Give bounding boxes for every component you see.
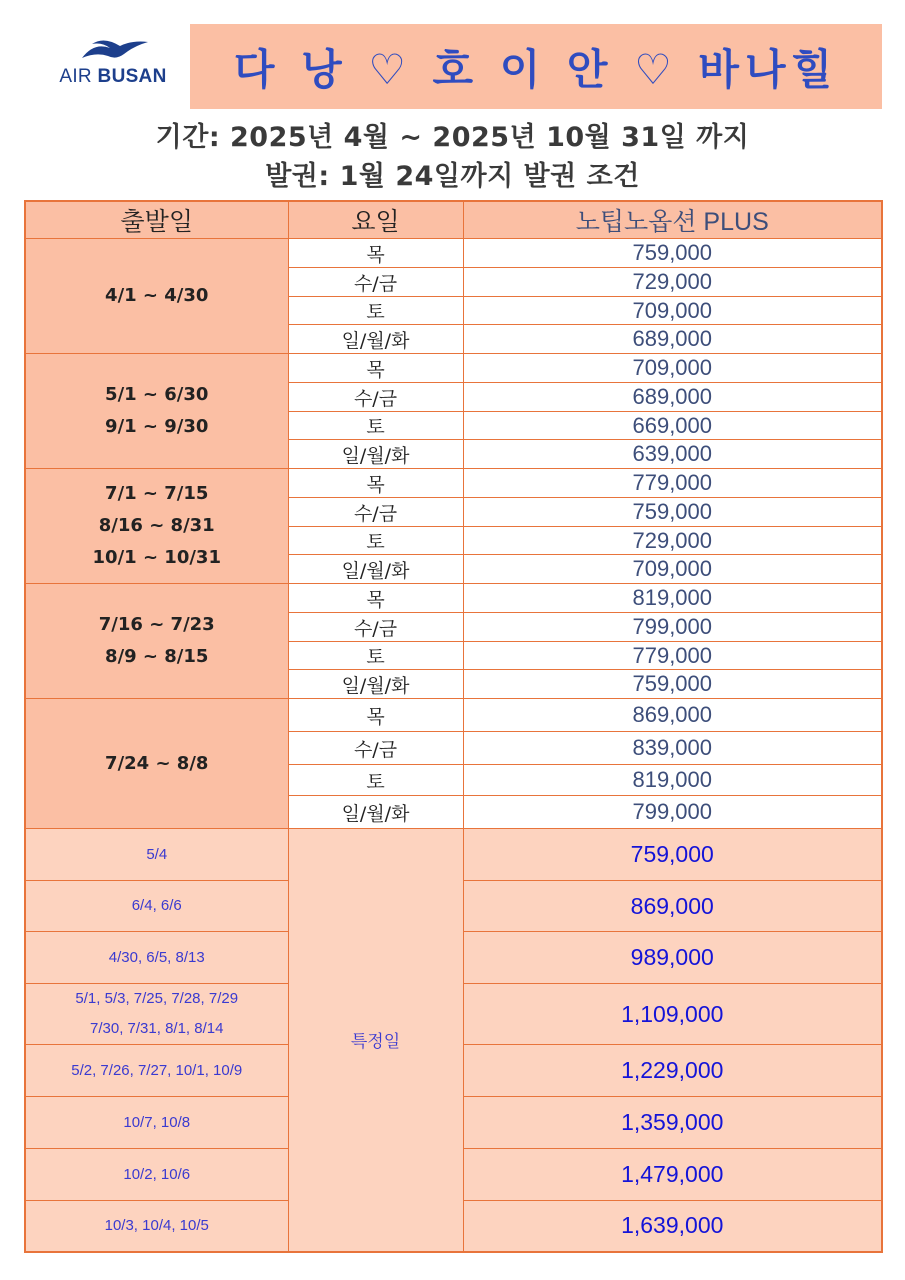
special-row — [25, 829, 882, 881]
special-date-cell — [25, 984, 288, 1045]
period-cell — [25, 699, 288, 829]
period-date: 4/1 ~ 4/30 — [105, 285, 209, 306]
weekday-cell: 수/금 — [288, 268, 463, 297]
price-cell: 759,000 — [463, 239, 882, 268]
special-price-cell: 869,000 — [463, 881, 882, 932]
title-banner — [190, 24, 882, 109]
header-price: 노팁노옵션 PLUS — [463, 201, 882, 239]
table-row — [25, 699, 882, 732]
price-cell: 759,000 — [463, 670, 882, 699]
price-cell: 869,000 — [463, 699, 882, 732]
period-date: 7/24 ~ 8/8 — [105, 752, 209, 774]
weekday-cell: 일/월/화 — [288, 555, 463, 584]
table-header-row — [25, 201, 882, 239]
weekday-cell: 수/금 — [288, 613, 463, 642]
price-cell: 839,000 — [463, 732, 882, 765]
price-cell: 759,000 — [463, 498, 882, 527]
weekday-cell: 토 — [288, 297, 463, 325]
special-date: 10/7, 10/8 — [123, 1113, 191, 1131]
special-date: 7/30, 7/31, 8/1, 8/14 — [90, 1020, 224, 1037]
special-date: 10/2, 10/6 — [123, 1165, 191, 1183]
price-cell: 799,000 — [463, 796, 882, 829]
special-price-cell: 1,639,000 — [463, 1201, 882, 1252]
price-cell: 639,000 — [463, 440, 882, 469]
period-date: 8/9 ~ 8/15 — [105, 646, 209, 667]
period-line: 기간: 2025년 4월 ~ 2025년 10월 31일 까지 — [155, 122, 750, 153]
period-date: 7/16 ~ 7/23 — [98, 614, 215, 635]
special-date: 5/1, 5/3, 7/25, 7/28, 7/29 — [75, 990, 239, 1007]
special-date: 5/4 — [146, 845, 168, 863]
weekday-cell: 목 — [288, 354, 463, 383]
special-date: 5/2, 7/26, 7/27, 10/1, 10/9 — [71, 1061, 243, 1079]
period-cell — [25, 469, 288, 584]
price-cell: 819,000 — [463, 765, 882, 796]
bird-logo-icon — [80, 38, 150, 66]
special-day-label: 특정일 — [288, 829, 463, 1252]
weekday-cell: 일/월/화 — [288, 325, 463, 354]
page-title: 다 낭 ♡ 호 이 안 ♡ 바나힐 — [233, 44, 839, 94]
weekday-cell: 목 — [288, 584, 463, 613]
weekday-cell: 토 — [288, 412, 463, 440]
period-date: 10/1 ~ 10/31 — [92, 547, 221, 568]
weekday-cell: 목 — [288, 699, 463, 732]
header-departure: 출발일 — [25, 201, 288, 239]
price-cell: 709,000 — [463, 297, 882, 325]
special-price-cell: 759,000 — [463, 829, 882, 881]
special-price-cell: 1,109,000 — [463, 984, 882, 1045]
special-date-cell — [25, 1045, 288, 1097]
weekday-cell: 일/월/화 — [288, 796, 463, 829]
price-cell: 779,000 — [463, 469, 882, 498]
price-cell: 799,000 — [463, 613, 882, 642]
special-date-cell — [25, 1097, 288, 1149]
logo-brand: BUSAN — [97, 66, 167, 87]
price-table — [24, 200, 883, 1253]
special-price-cell: 1,479,000 — [463, 1149, 882, 1201]
price-cell: 729,000 — [463, 268, 882, 297]
weekday-cell: 수/금 — [288, 732, 463, 765]
special-date: 10/3, 10/4, 10/5 — [104, 1216, 209, 1234]
period-cell — [25, 354, 288, 469]
table-row — [25, 354, 882, 383]
special-date: 6/4, 6/6 — [131, 897, 182, 914]
weekday-cell: 일/월/화 — [288, 670, 463, 699]
special-date-cell — [25, 1201, 288, 1252]
special-date-cell — [25, 1149, 288, 1201]
price-cell: 779,000 — [463, 642, 882, 670]
weekday-cell: 일/월/화 — [288, 440, 463, 469]
logo-prefix: AIR — [59, 66, 92, 87]
issue-line: 발권: 1월 24일까지 발권 조건 — [265, 161, 640, 192]
price-cell: 689,000 — [463, 383, 882, 412]
price-cell: 689,000 — [463, 325, 882, 354]
special-date-cell — [25, 881, 288, 932]
period-date: 7/1 ~ 7/15 — [105, 483, 209, 504]
period-cell — [25, 239, 288, 354]
weekday-cell: 토 — [288, 527, 463, 555]
logo-text — [58, 66, 168, 88]
price-cell: 709,000 — [463, 555, 882, 584]
weekday-cell: 수/금 — [288, 498, 463, 527]
air-busan-logo — [58, 38, 168, 96]
table-row — [25, 584, 882, 613]
period-date: 9/1 ~ 9/30 — [105, 416, 209, 437]
special-date-cell — [25, 932, 288, 984]
special-date: 4/30, 6/5, 8/13 — [108, 948, 205, 966]
table-row — [25, 469, 882, 498]
price-cell: 709,000 — [463, 354, 882, 383]
weekday-cell: 토 — [288, 765, 463, 796]
weekday-cell: 목 — [288, 239, 463, 268]
weekday-cell: 토 — [288, 642, 463, 670]
weekday-cell: 수/금 — [288, 383, 463, 412]
weekday-cell: 목 — [288, 469, 463, 498]
price-cell: 669,000 — [463, 412, 882, 440]
special-price-cell: 989,000 — [463, 932, 882, 984]
header-weekday: 요일 — [288, 201, 463, 239]
table-row — [25, 239, 882, 268]
period-date: 5/1 ~ 6/30 — [105, 384, 209, 405]
period-cell — [25, 584, 288, 699]
special-date-cell — [25, 829, 288, 881]
price-cell: 729,000 — [463, 527, 882, 555]
special-price-cell: 1,359,000 — [463, 1097, 882, 1149]
period-date: 8/16 ~ 8/31 — [98, 515, 215, 536]
special-price-cell: 1,229,000 — [463, 1045, 882, 1097]
price-cell: 819,000 — [463, 584, 882, 613]
